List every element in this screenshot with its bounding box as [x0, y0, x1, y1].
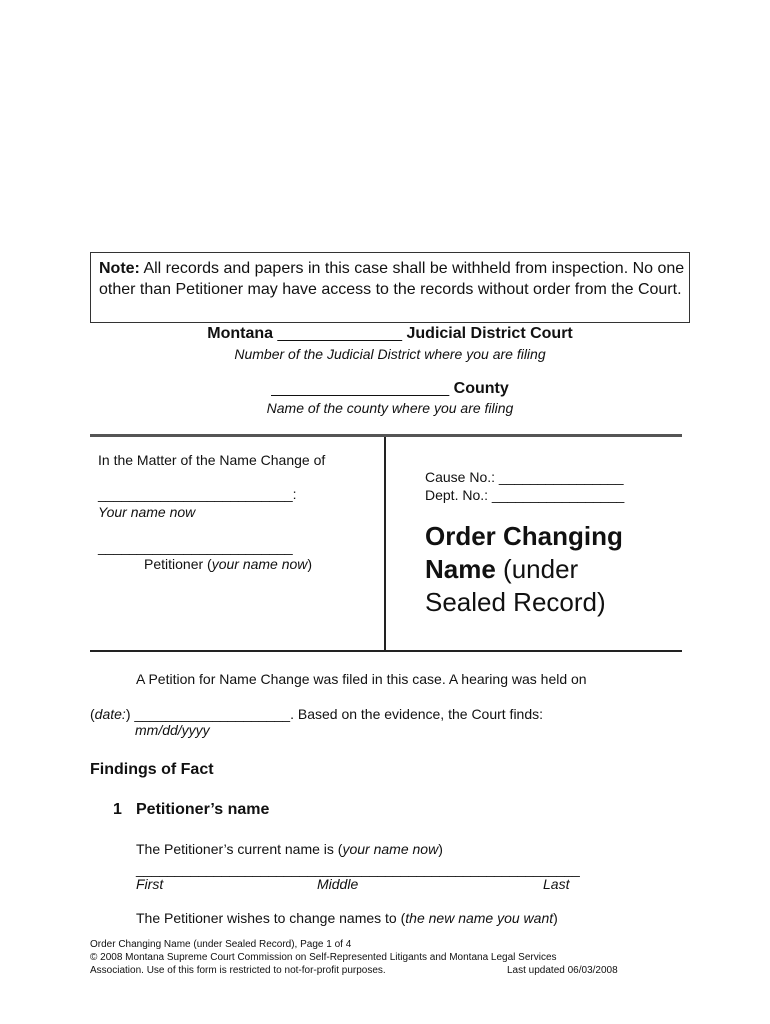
- footer-copyright: © 2008 Montana Supreme Court Commission on Self-Represented Litigants and Montana Legal Services: [90, 952, 557, 963]
- district-blank: ______________: [277, 325, 403, 342]
- cause-number: Cause No.: ________________: [425, 469, 624, 485]
- county-line: [90, 380, 690, 398]
- date-open: (: [90, 706, 95, 722]
- name-now-blank: _________________________:: [98, 486, 297, 502]
- order-title-rest2: Sealed Record): [425, 587, 606, 617]
- petitioner-suffix: ): [307, 556, 313, 572]
- wish-prefix: The Petitioner wishes to change names to (: [136, 910, 406, 926]
- petitioner-label: [144, 556, 312, 572]
- current-prefix: The Petitioner’s current name is (: [136, 841, 343, 857]
- petition-intro: A Petition for Name Change was filed in this case. A hearing was held on: [136, 671, 587, 687]
- hearing-date-line: [90, 706, 543, 722]
- first-caption: First: [136, 876, 164, 892]
- county-label: County: [453, 380, 509, 397]
- caption-divider: [384, 437, 386, 651]
- middle-caption: Middle: [317, 876, 359, 892]
- item-number: 1: [113, 801, 122, 818]
- court-name: Judicial District Court: [406, 325, 573, 342]
- petitioner-prefix: Petitioner (: [144, 556, 212, 572]
- wish-italic: the new name you want: [405, 910, 554, 926]
- caption-top-rule: [90, 434, 682, 437]
- footer-restriction: Association. Use of this form is restricted to not-for-profit purposes.: [90, 965, 386, 976]
- county-blank: ____________________: [271, 380, 450, 397]
- petitioner-italic: your name now: [211, 556, 308, 572]
- current-suffix: ): [438, 841, 443, 857]
- district-caption: Number of the Judicial District where you are filing: [234, 346, 546, 362]
- date-rest: ) ____________________. Based on the evidence, the Court finds:: [125, 706, 544, 722]
- caption-bottom-rule: [90, 650, 682, 652]
- petitioner-blank: _________________________: [98, 539, 293, 555]
- item-heading: Petitioner’s name: [136, 801, 270, 818]
- note-text: All records and papers in this case shall be withheld from inspection. No one other than Petitioner may have access to the records without order from the Court.: [99, 260, 685, 298]
- order-title: [425, 520, 675, 619]
- footer-page: Order Changing Name (under Sealed Record), Page 1 of 4: [90, 939, 352, 950]
- date-label: date:: [94, 706, 126, 722]
- wish-suffix: ): [553, 910, 558, 926]
- name-now-caption: Your name now: [98, 504, 196, 520]
- matter-text: In the Matter of the Name Change of: [98, 452, 326, 468]
- date-format-caption: mm/dd/yyyy: [135, 722, 210, 738]
- order-title-rest1: (under: [495, 554, 579, 584]
- sealed-record-note: [99, 259, 689, 300]
- court-line: [90, 325, 690, 343]
- new-name-text: [136, 910, 558, 926]
- dept-number: Dept. No.: _________________: [425, 487, 625, 503]
- county-caption: Name of the county where you are filing: [266, 400, 514, 416]
- findings-heading: Findings of Fact: [90, 761, 214, 778]
- note-label: Note:: [99, 260, 140, 277]
- name-blank-line: _________________________________________________________: [136, 861, 580, 877]
- footer-updated: Last updated 06/03/2008: [507, 965, 618, 976]
- court-state: Montana: [207, 325, 274, 342]
- last-caption: Last: [543, 876, 570, 892]
- current-italic: your name now: [342, 841, 439, 857]
- current-name-text: [136, 841, 443, 857]
- order-title-bold: Order Changing Name: [425, 521, 623, 584]
